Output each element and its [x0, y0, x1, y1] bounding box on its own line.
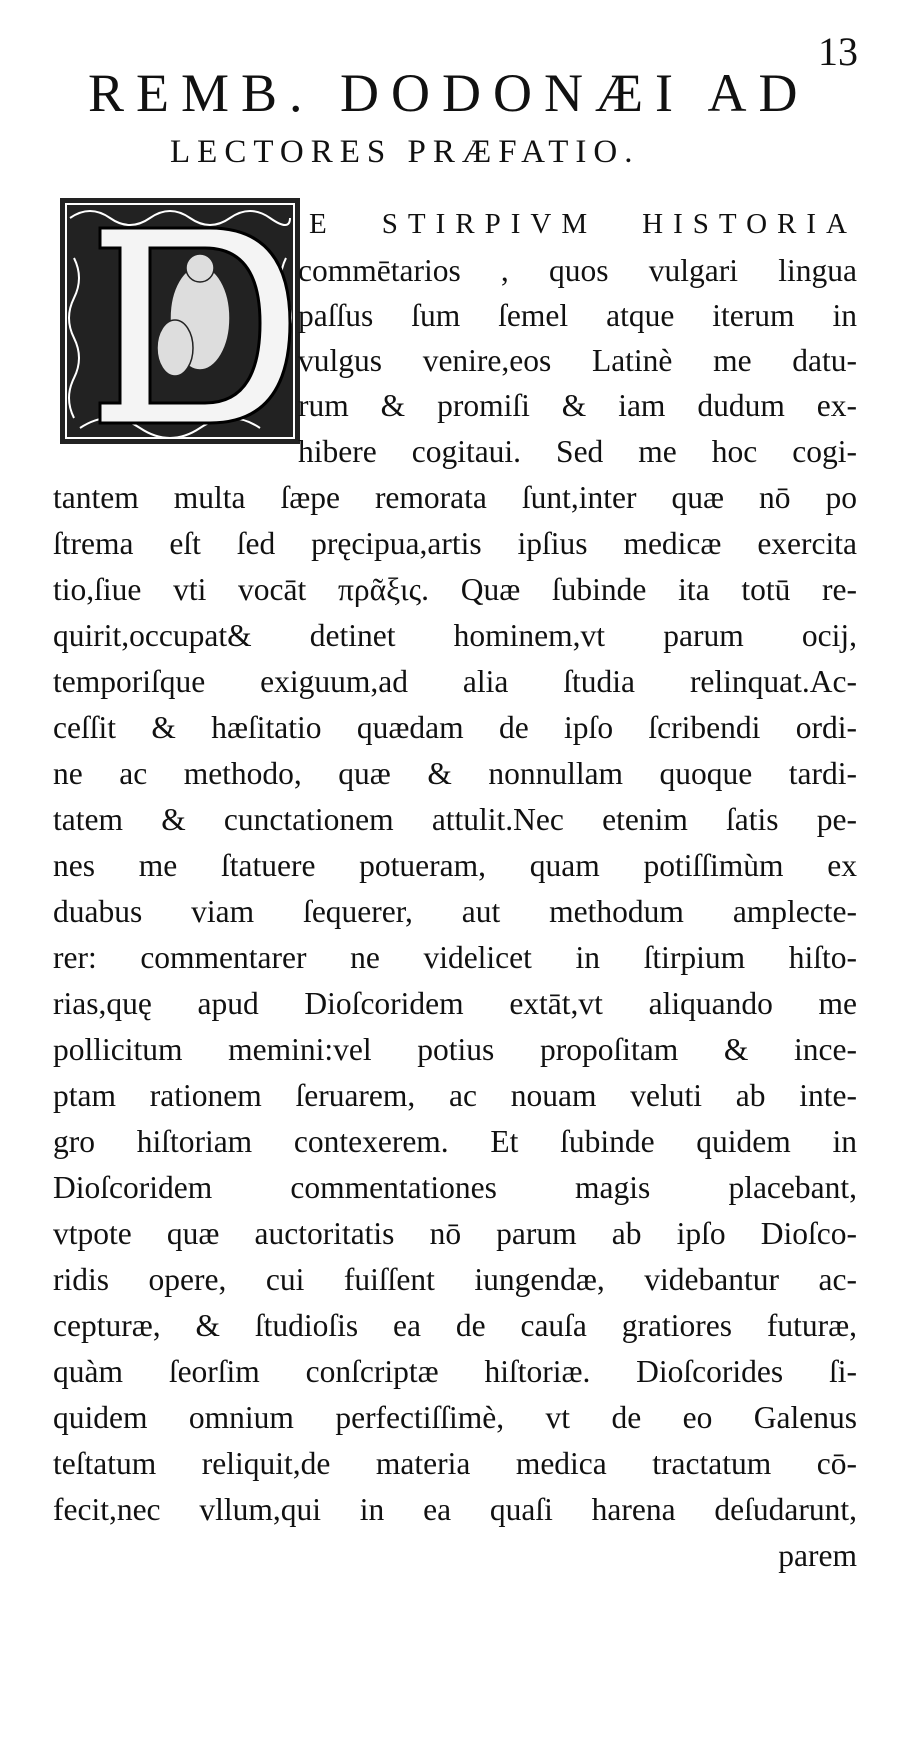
text-line: ptam rationem ſeruarem, ac nouam veluti ab inte-	[53, 1078, 857, 1113]
page-number: 13	[818, 29, 858, 74]
text-line: rer: commentarer ne videlicet in ſtirpium hiſto-	[53, 940, 857, 975]
text-line: tio,ſiue vti vocāt πρᾶξις. Quæ ſubinde ita totū re-	[53, 572, 857, 607]
text-line: ridis opere, cui fuiſſent iungendæ, videbantur ac-	[53, 1262, 857, 1297]
text-line: rum & promiſi & iam dudum ex-	[298, 388, 857, 423]
text-line: gro hiſtoriam contexerem. Et ſubinde quidem in	[53, 1124, 857, 1159]
text-line: ſtrema eſt ſed pręcipua,artis ipſius medicæ exercita	[53, 526, 857, 561]
text-line: pollicitum memini:vel potius propoſitam & ince-	[53, 1032, 857, 1067]
text-line: E STIRPIVM HISTORIA	[309, 208, 857, 240]
text-line: ne ac methodo, quæ & nonnullam quoque tardi-	[53, 756, 857, 791]
text-line: nes me ſtatuere potueram, quam potiſſimùm ex	[53, 848, 857, 883]
text-line: Dioſcoridem commentationes magis placebant,	[53, 1170, 857, 1205]
text-line: duabus viam ſequerer, aut methodum amplecte-	[53, 894, 857, 929]
text-line: quirit,occupat& detinet hominem,vt parum ocij,	[53, 618, 857, 653]
ornate-initial-d-with-figures-icon	[60, 198, 300, 444]
text-line: temporiſque exiguum,ad alia ſtudia relinquat.Ac-	[53, 664, 857, 699]
text-line: fecit,nec vllum,qui in ea quaſi harena deſudarunt,	[53, 1492, 857, 1527]
text-line: commētarios , quos vulgari lingua	[298, 253, 857, 288]
text-line: quidem omnium perfectiſſimè, vt de eo Galenus	[53, 1400, 857, 1435]
text-line: rias,quę apud Dioſcoridem extāt,vt aliquando me	[53, 986, 857, 1021]
text-line: vulgus venire,eos Latinè me datu-	[298, 343, 857, 378]
text-line: paſſus ſum ſemel atque iterum in	[298, 298, 857, 333]
text-line: quàm ſeorſim conſcriptæ hiſtoriæ. Dioſcorides ſi-	[53, 1354, 857, 1389]
text-line: tantem multa ſæpe remorata ſunt,inter quæ nō po	[53, 480, 857, 515]
text-line: hibere cogitaui. Sed me hoc cogi-	[298, 434, 857, 469]
catchword: parem	[778, 1538, 857, 1573]
text-line: ceſſit & hæſitatio quædam de ipſo ſcribendi ordi-	[53, 710, 857, 745]
title-line-2: LECTORES PRÆFATIO.	[170, 134, 640, 170]
text-line: cepturæ, & ſtudioſis ea de cauſa gratiores futuræ,	[53, 1308, 857, 1343]
title-line-1: REMB. DODONÆI AD	[88, 63, 810, 123]
text-line: teſtatum reliquit,de materia medica tractatum cō-	[53, 1446, 857, 1481]
text-line: tatem & cunctationem attulit.Nec etenim ſatis pe-	[53, 802, 857, 837]
text-line: vtpote quæ auctoritatis nō parum ab ipſo Dioſco-	[53, 1216, 857, 1251]
